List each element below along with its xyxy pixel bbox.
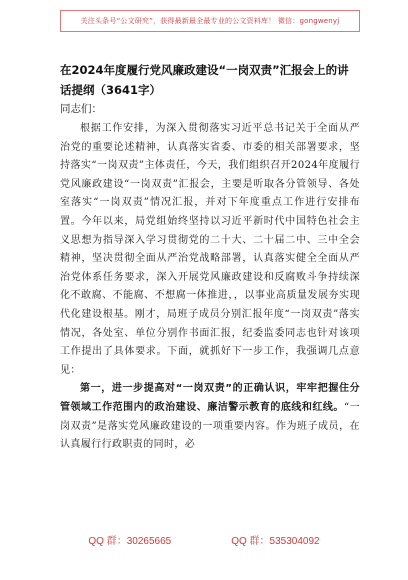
document-body	[60, 120, 360, 530]
paragraph-heading: 第一，进一步提高对“一岗双责”的正确认识，牢牢把握住分管领域工作范围内的政治建设、廉洁警示教育的底线和红线。	[60, 383, 360, 413]
banner-text: 关注头条号“公文研究”，获得最新最全最专业的公文资料库！ 微信：gongwenyj	[80, 17, 340, 25]
greeting: 同志们：	[60, 103, 102, 115]
paragraph-first-point	[60, 380, 360, 454]
paragraph-text: “一岗双责”是落实党风廉政建设的一项重要内容。作为班子成员，在认真履行行政职责的同时，必	[60, 401, 360, 451]
header-banner	[60, 10, 360, 32]
paragraph-intro: 根据工作安排，为深入贯彻落实习近平总书记关于全面从严治党的重要论述精神，认真落实省委、市委的相关部署要求，坚持落实“一岗双责”主体责任，今天，我们组织召开2024年度履行党风廉政建设“一岗双责”汇报会，主要是听取各分管领导、各处室落实“一岗双责”情况汇报，并对下年度重点工作进行安排布置。今年以来，局党组始终坚持以习近平新时代中国特色社会主义思想为指导深入学习贯彻党的二十大、二十届二中、三中全会精神，坚决贯彻全面从严治党战略部署，认真落实健全全面从严治党体系任务要求，深入开展党风廉政建设和反腐败斗争持续深化不敢腐、不能腐、不想腐一体推进，，以事业高质量发展夯实现代化建设根基。刚才，局班子成员分别汇报年度“一岗双责”落实情况，各处室、单位分别作书面汇报，纪委监委同志也针对该项工作提出了具体要求。下面，就抓好下一步工作，我强调几点意见：	[60, 123, 360, 376]
qq-group-2: QQ 群：535304092	[231, 536, 320, 547]
footer-contact	[0, 532, 408, 548]
qq-group-1: QQ 群：30265665	[88, 536, 172, 547]
document-title: 在2024年度履行党风廉政建设“一岗双责”汇报会上的讲话提纲（3641字）	[60, 63, 349, 97]
